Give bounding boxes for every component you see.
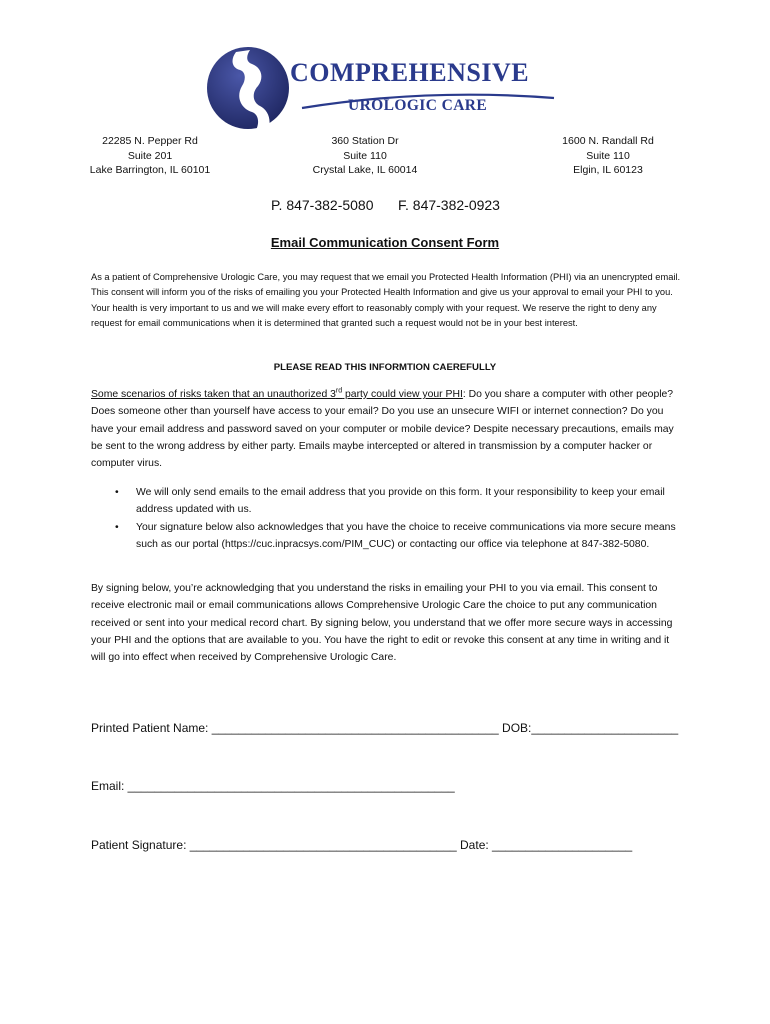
- list-item-text: Your signature below also acknowledges that you have the choice to receive communications via more secure means such as our portal (https://cuc.inpracsys.com/PIM_CUC) or contacting our office via telephone at 847-382-5080.: [136, 521, 676, 550]
- address-line: 22285 N. Pepper Rd: [102, 135, 198, 147]
- fax-number: F. 847-382-0923: [398, 197, 500, 213]
- intro-paragraph: As a patient of Comprehensive Urologic Care, you may request that we email you Protected Health Information (PHI) via an unencrypted email. This consent will inform you of the risks of emailing you your Protected Health Information and give us your approval to email your PHI to you. Your health is very important to us and we will make every effort to reasonably comply with your request. We reserve the right to deny any request for email communications when it is determined that granted such a request would not be in your best interest.: [91, 272, 681, 329]
- address-block-elgin: [518, 134, 698, 178]
- company-name: COMPREHENSIVE: [290, 58, 530, 87]
- signing-paragraph: By signing below, you’re acknowledging that you understand the risks in emailing your PHI to you via email. This consent to receive electronic mail or email communications allows Comprehensive Urologic Care the choice to put any communication received or sent into your medical record chart. By signing below, you understand that we offer more secure ways in accessing your PHI and the options that are available to you. You have the right to edit or revoke this consent at any time in writing and it will go into effect when received by Comprehensive Urologic Care.: [91, 583, 673, 664]
- address-line: 1600 N. Randall Rd: [562, 135, 654, 147]
- address-block-crystal-lake: [275, 134, 455, 178]
- address-line: Suite 201: [127, 149, 173, 162]
- address-line: 360 Station Dr: [331, 135, 399, 147]
- phone-number: P. 847-382-5080: [271, 197, 374, 213]
- risks-heading: [91, 389, 463, 400]
- bullet-icon: •: [115, 521, 119, 533]
- email-field[interactable]: Email: _________________________________________________: [91, 779, 455, 793]
- address-line: Suite 110: [343, 149, 387, 162]
- bullet-icon: •: [115, 487, 119, 498]
- bullet-list: [91, 484, 683, 553]
- ordinal-superscript: rd: [335, 387, 343, 395]
- company-subtitle: UROLOGIC CARE: [348, 97, 488, 114]
- address-line: Crystal Lake, IL 60014: [312, 164, 418, 177]
- read-carefully-notice: PLEASE READ THIS INFORMTION CAEREFULLY: [273, 362, 497, 373]
- address-line: Lake Barrington, IL 60101: [89, 164, 211, 177]
- address-line: Suite 110: [586, 149, 630, 162]
- risks-paragraph: [91, 386, 683, 472]
- address-line: Elgin, IL 60123: [573, 164, 643, 177]
- form-title: Email Communication Consent Form: [270, 235, 500, 250]
- risks-body: : Do you share a computer with other people? Does someone other than yourself have access to your email? Do you use an unsecure WIFI or internet connection? Do you have your email address and password saved on your computer or mobile device? Despite necessary precautions, emails may be sent to the wrong address by either party. Emails maybe intercepted or altered in transmission by a computer hacker or computer virus.: [91, 389, 674, 470]
- risks-heading-text: Some scenarios of risks taken that an unauthorized 3: [91, 389, 336, 400]
- list-item: [91, 484, 683, 519]
- list-item-text: We will only send emails to the email address that you provide on this form. It your responsibility to keep your email address updated with us.: [136, 487, 665, 516]
- risks-heading-text-end: party could view your PHI: [342, 389, 463, 400]
- list-item: [91, 519, 683, 554]
- address-block-lake-barrington: [60, 134, 240, 178]
- printed-name-dob-field[interactable]: Printed Patient Name: ___________________________________________ DOB:______________________: [91, 721, 679, 735]
- signature-date-field[interactable]: Patient Signature: ________________________________________ Date: _____________________: [91, 838, 633, 852]
